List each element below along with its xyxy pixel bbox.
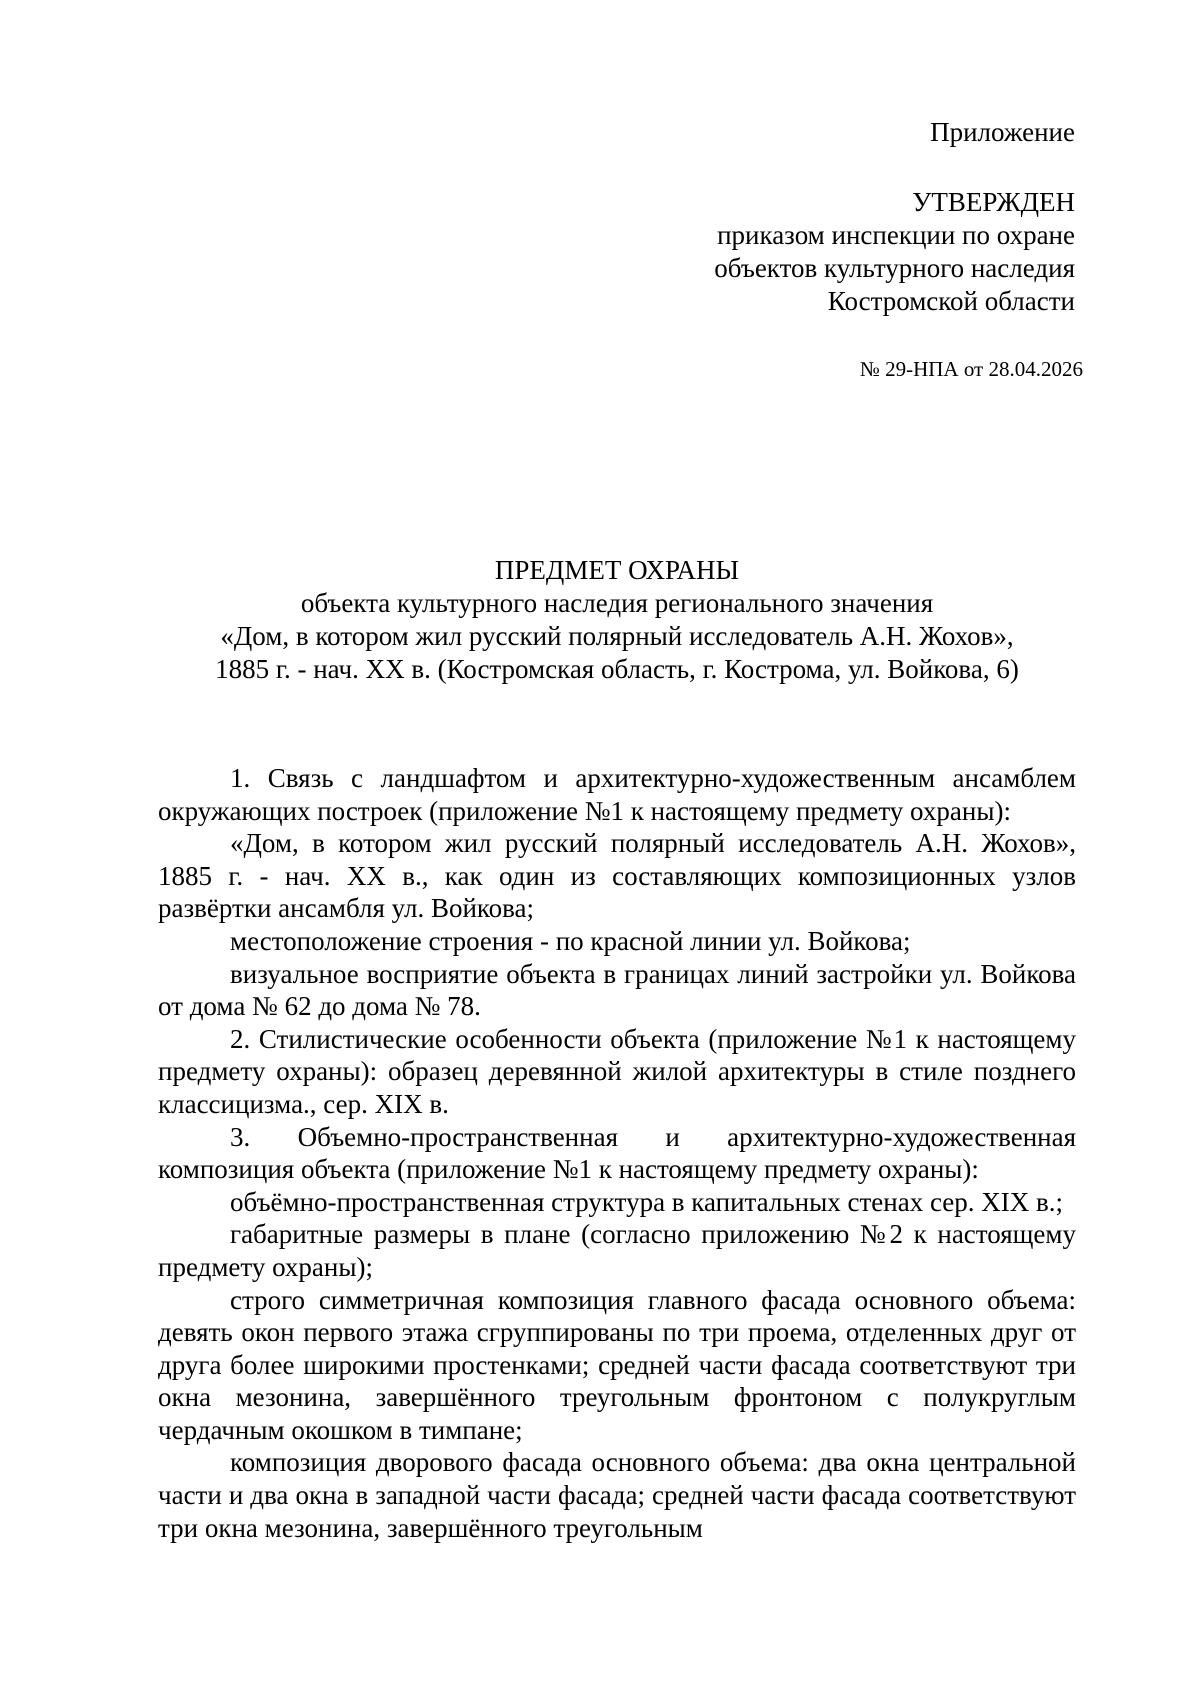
body-paragraph: объёмно-пространственная структура в капитальных стенах сер. XIX в.; <box>230 1186 1064 1217</box>
body-paragraph: местоположение строения - по красной линии ул. Войкова; <box>230 925 911 956</box>
title-heading: ПРЕДМЕТ ОХРАНЫ <box>494 555 740 585</box>
approval-line: приказом инспекции по охране <box>717 220 1075 250</box>
approval-line: объектов культурного наследия <box>714 253 1075 283</box>
body-paragraph: 3. Объемно-пространственная и архитектурно-художественная композиция объекта (приложение №1 к настоящему предмету охраны): <box>158 1121 1076 1185</box>
approval-heading: УТВЕРЖДЕН <box>912 187 1075 217</box>
body-paragraph: композиция дворового фасада основного объема: два окна центральной части и два окна в западной части фасада; средней части фасада соответствуют три окна мезонина, завершённого треугольным <box>158 1447 1076 1543</box>
appendix-label: Приложение <box>930 117 1075 147</box>
body-paragraph: 2. Стилистические особенности объекта (приложение №1 к настоящему предмету охраны): образец деревянной жилой архитектуры в стиле позднего классицизма., сер. XIX в. <box>158 1023 1076 1119</box>
body-paragraph: габаритные размеры в плане (согласно приложению №2 к настоящему предмету охраны); <box>158 1219 1076 1282</box>
document-body <box>158 762 1076 1544</box>
body-paragraph: визуальное восприятие объекта в границах линий застройки ул. Войкова от дома № 62 до дома № 78. <box>158 958 1076 1022</box>
body-paragraph: 1. Связь с ландшафтом и архитектурно-художественным ансамблем окружающих построек (приложение №1 к настоящему предмету охраны): <box>158 763 1076 826</box>
document-title <box>158 554 1076 686</box>
order-number: № 29-НПА от 28.04.2026 <box>859 357 1083 381</box>
title-subline: «Дом, в котором жил русский полярный исследователь А.Н. Жохов», <box>220 621 1014 651</box>
body-paragraph: строго симметричная композиция главного фасада основного объема: девять окон первого этажа сгруппированы по три проема, отделенных друг от друга более широкими простенками; средней части фасада соответствуют три окна мезонина, завершённого треугольным фронтоном с полукруглым чердачным окошком в тимпане; <box>158 1284 1076 1445</box>
approval-line: Костромской области <box>827 286 1075 316</box>
title-subline: объекта культурного наследия регионального значения <box>300 588 934 618</box>
approval-stamp-text <box>714 186 1075 318</box>
title-subline: 1885 г. - нач. XX в. (Костромская область, г. Кострома, ул. Войкова, 6) <box>215 654 1019 684</box>
body-paragraph: «Дом, в котором жил русский полярный исследователь А.Н. Жохов», 1885 г. - нач. XX в., как один из составляющих композиционных узлов развёртки ансамбля ул. Войкова; <box>158 828 1076 924</box>
